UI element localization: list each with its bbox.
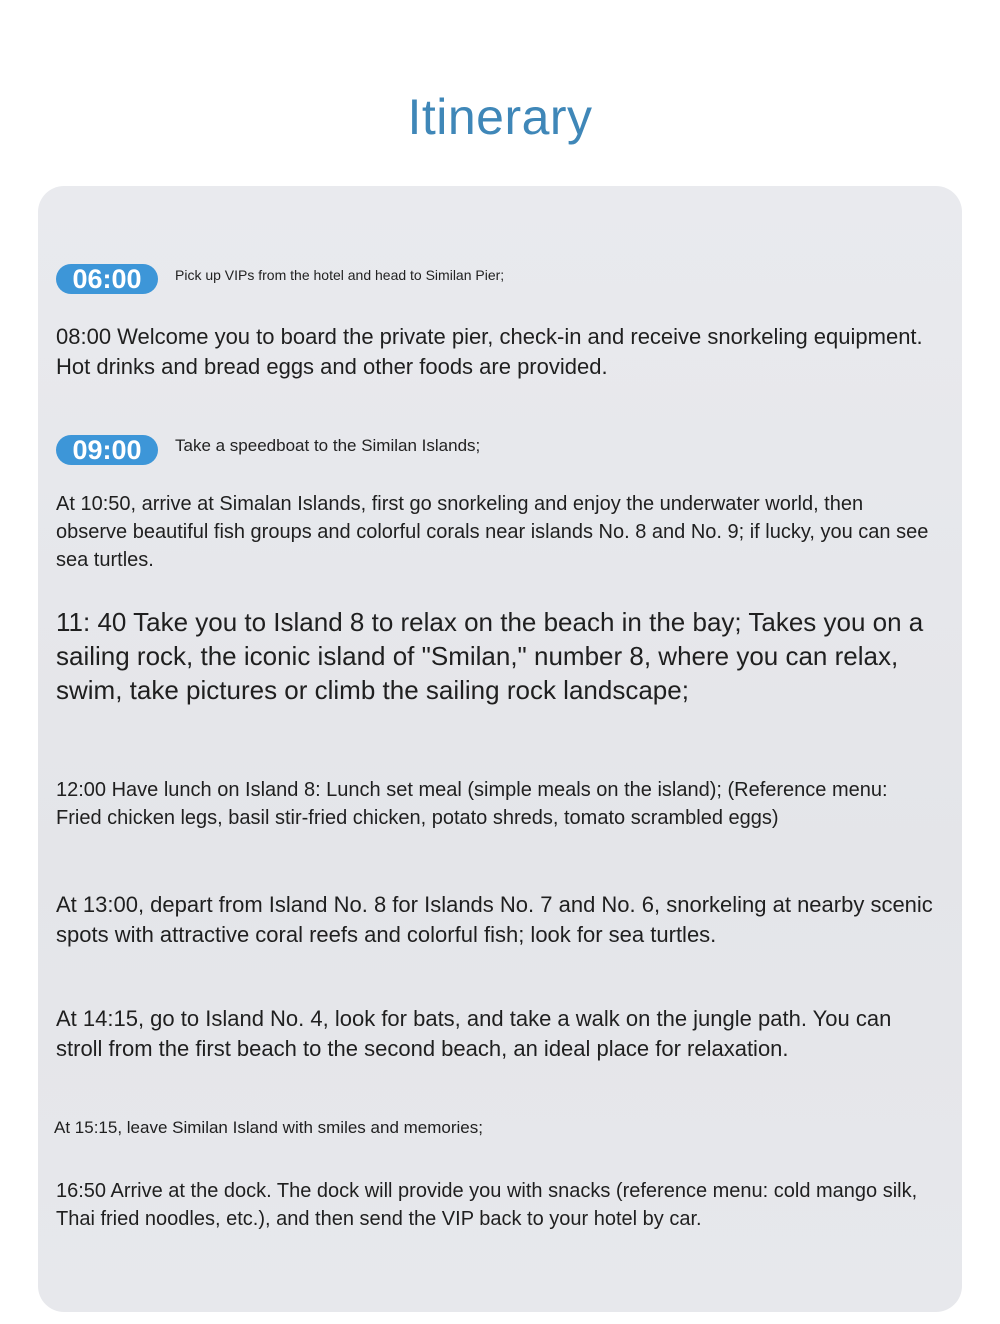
schedule-item-text: 12:00 Have lunch on Island 8: Lunch set meal (simple meals on the island); (Reference menu: Fried chicken legs, basil stir-fried chicken, potato shreds, tomato scrambled eggs) (56, 779, 888, 829)
schedule-item-text: At 13:00, depart from Island No. 8 for Islands No. 7 and No. 6, snorkeling at nearby scenic spots with attractive coral reefs and colorful fish; look for sea turtles. (56, 892, 933, 947)
schedule-item-text: Pick up VIPs from the hotel and head to Similan Pier; (175, 267, 505, 283)
schedule-item-text: 16:50 Arrive at the dock. The dock will provide you with snacks (reference menu: cold mango silk, Thai fried noodles, etc.), and then send the VIP back to your hotel by car. (56, 1180, 918, 1230)
schedule-item-text: 08:00 Welcome you to board the private pier, check-in and receive snorkeling equipment. Hot drinks and bread eggs and other foods are provided. (56, 324, 923, 379)
schedule-item-text: At 14:15, go to Island No. 4, look for bats, and take a walk on the jungle path. You can stroll from the first beach to the second beach, an ideal place for relaxation. (56, 1006, 892, 1061)
schedule-item-text: At 15:15, leave Similan Island with smiles and memories; (54, 1118, 483, 1137)
page-title: Itinerary (407, 89, 593, 145)
time-badge: 09:00 (56, 435, 158, 465)
schedule-item-text: At 10:50, arrive at Simalan Islands, first go snorkeling and enjoy the underwater world, then observe beautiful fish groups and colorful corals near islands No. 8 and No. 9; if lucky, you can see sea turtles. (56, 493, 929, 571)
schedule-item-text: Take a speedboat to the Similan Islands; (175, 436, 481, 455)
time-badge: 06:00 (56, 264, 158, 294)
schedule-item-text: 11: 40 Take you to Island 8 to relax on the beach in the bay; Takes you on a sailing rock, the iconic island of "Smilan," number 8, where you can relax, swim, take pictures or climb the sailing rock landscape; (56, 607, 924, 705)
